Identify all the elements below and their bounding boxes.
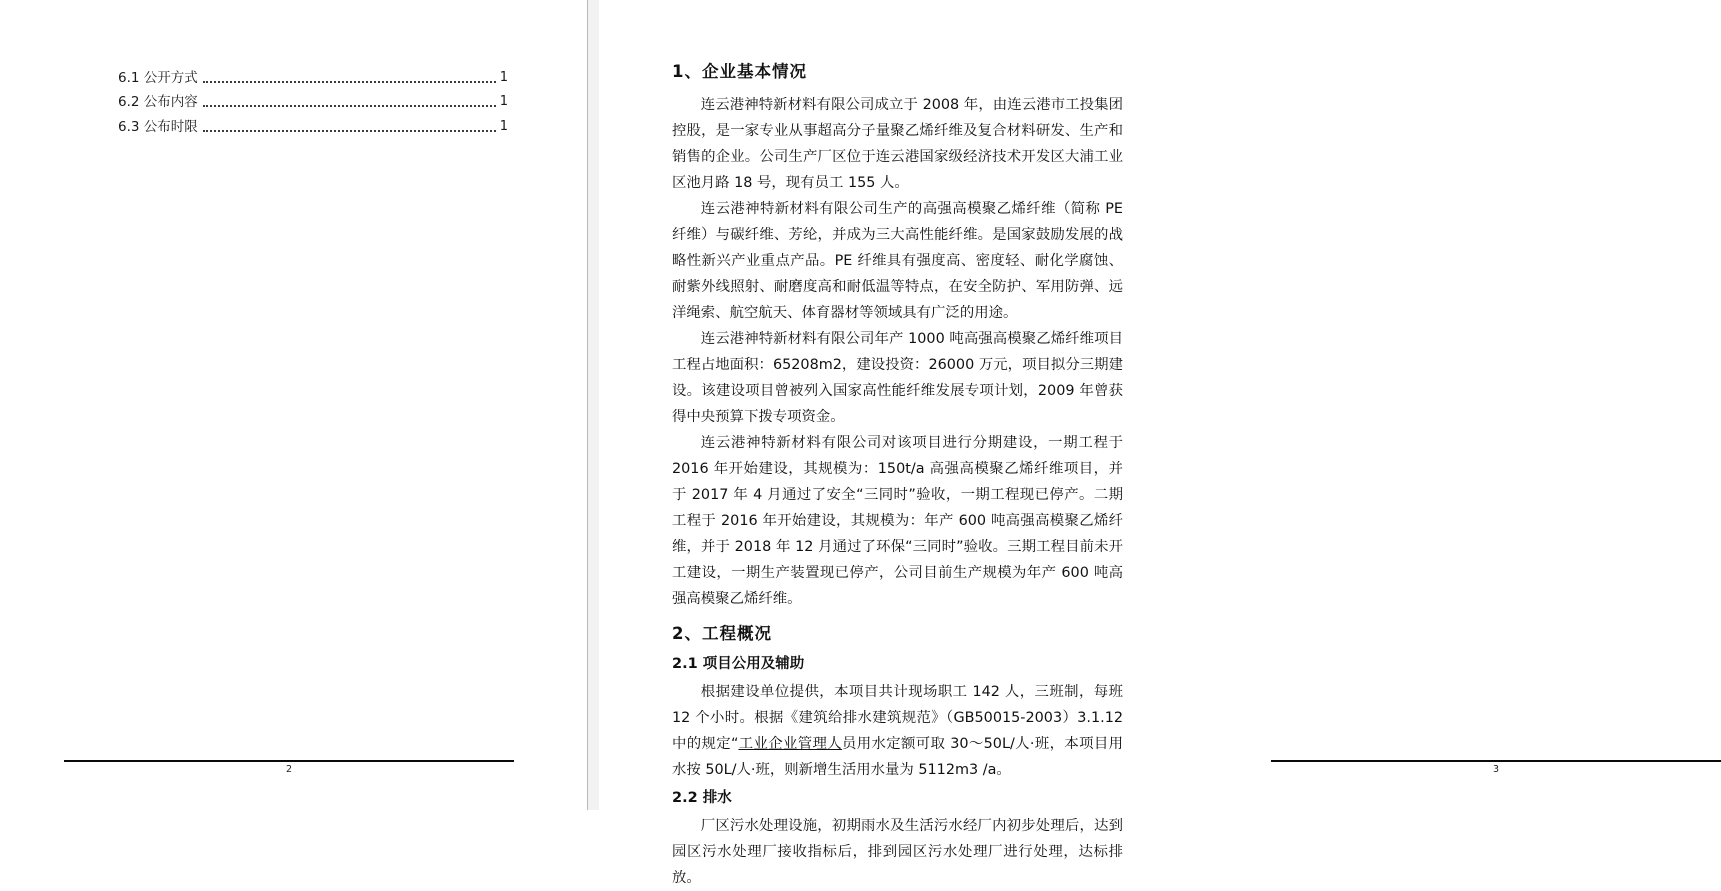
toc-row[interactable] xyxy=(118,111,508,136)
underlined-text: 工业企业管理人 xyxy=(738,736,843,752)
body-paragraph: 连云港神特新材料有限公司生产的高强高模聚乙烯纤维（简称 PE 纤维）与碳纤维、芳纶，并成为三大高性能纤维。是国家鼓励发展的战略性新兴产业重点产品。PE 纤维具有强度高、密度轻、耐化学腐蚀、耐紫外线照射、耐磨度高和耐低温等特点，在安全防护、军用防弹、远洋绳索、航空航天、体育器材等领域具有广泛的用途。 xyxy=(672,201,1123,321)
body-paragraph: 连云港神特新材料有限公司年产 1000 吨高强高模聚乙烯纤维项目工程占地面积：65208m2，建设投资：26000 万元，项目拟分三期建设。该建设项目曾被列入国家高性能纤维发展专项计划，2009 年曾获得中央预算下拨专项资金。 xyxy=(672,331,1123,425)
toc-page-number: 1 xyxy=(499,69,508,85)
page-left xyxy=(0,0,587,810)
section-heading-1: 1、企业基本情况 xyxy=(672,62,807,81)
page-footer-rule xyxy=(1271,760,1721,762)
toc-page-number: 1 xyxy=(499,118,508,134)
toc-entry-label: 6.1 公开方式 xyxy=(118,69,198,86)
paragraph-text: 员用水定额可取 30～50L/人·班，本项目用水按 50L/人·班，则新增生活用水量为 5112m3 /a。 xyxy=(672,736,1123,778)
body-paragraph: 连云港神特新材料有限公司成立于 2008 年，由连云港市工投集团控股，是一家专业从事超高分子量聚乙烯纤维及复合材料研发、生产和销售的企业。公司生产厂区位于连云港国家级经济技术开发区大浦工业区池月路 18 号，现有员工 155 人。 xyxy=(672,97,1123,191)
body-paragraph xyxy=(672,679,1123,783)
toc-row[interactable] xyxy=(118,87,508,112)
page-right xyxy=(599,0,1500,886)
page-number: 2 xyxy=(285,764,293,775)
page-number: 3 xyxy=(1492,764,1500,775)
subsection-heading-2-2: 2.2 排水 xyxy=(672,790,732,806)
document-body xyxy=(672,58,1123,891)
paragraph-text: 根据建设单位提供，本项目共计现场职工 142 人，三班制，每班 12 个小时。根据《建筑给排水建筑规范》（GB50015-2003）3.1.12 中的规定“ xyxy=(672,684,1123,752)
toc-dot-leader xyxy=(203,130,496,132)
table-of-contents xyxy=(118,62,508,136)
body-paragraph: 连云港神特新材料有限公司对该项目进行分期建设，一期工程于 2016 年开始建设，其规模为：150t/a 高强高模聚乙烯纤维项目，并于 2017 年 4 月通过了安全“三同时”验收，一期工程现已停产。二期工程于 2016 年开始建设，其规模为：年产 600 吨高强高模聚乙烯纤维，并于 2018 年 12 月通过了环保“三同时”验收。三期工程目前未开工建设，一期生产装置现已停产，公司目前生产规模为年产 600 吨高强高模聚乙烯纤维。 xyxy=(672,435,1123,607)
toc-dot-leader xyxy=(203,105,496,107)
toc-row[interactable] xyxy=(118,62,508,87)
body-paragraph: 厂区污水处理设施，初期雨水及生活污水经厂内初步处理后，达到园区污水处理厂接收指标后，排到园区污水处理厂进行处理，达标排放。 xyxy=(672,818,1123,886)
toc-dot-leader xyxy=(203,81,496,83)
toc-page-number: 1 xyxy=(499,94,508,109)
toc-entry-label: 6.2 公布内容 xyxy=(118,94,198,110)
toc-entry-label: 6.3 公布时限 xyxy=(118,118,198,135)
subsection-heading-2-1: 2.1 项目公用及辅助 xyxy=(672,656,805,672)
page-footer-rule xyxy=(64,760,514,762)
section-heading-2: 2、工程概况 xyxy=(672,624,772,643)
